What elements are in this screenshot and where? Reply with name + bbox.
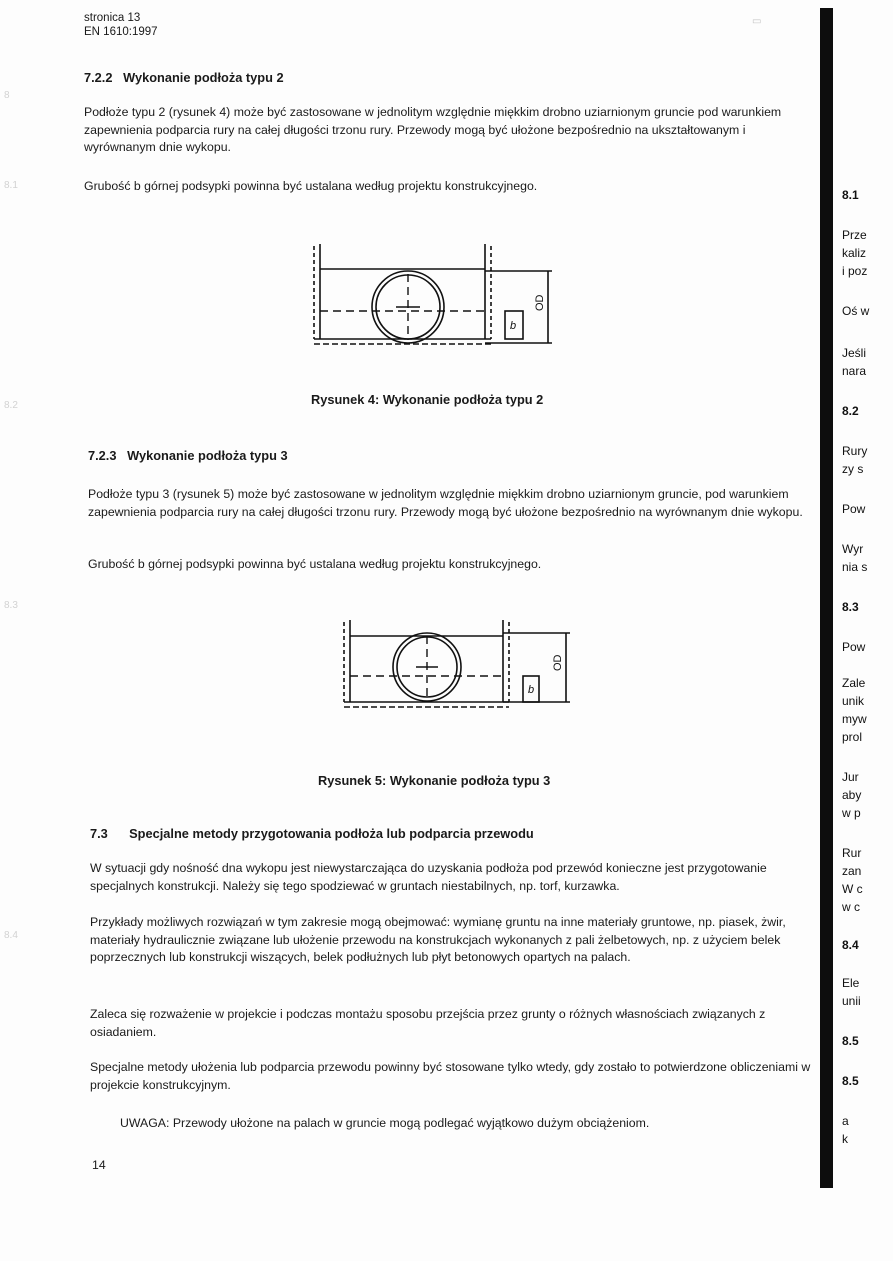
next-page-fragment: Rur [842,846,862,860]
next-page-fragment: zan [842,864,862,878]
paragraph: W sytuacji gdy nośność dna wykopu jest niewystarczająca do uzyskania podłoża pod przewód konieczne jest przygotowanie specjalnych konstrukcji. Należy się tego spodziewać w gruntach niestabilnych, np. torf, kurzawka. [90,861,767,893]
next-page-fragment: zy s [842,462,864,476]
figure-5-caption: Rysunek 5: Wykonanie podłoża typu 3 [318,773,551,788]
note: UWAGA: Przewody ułożone na palach w gruncie mogą podlegać wyjątkowo dużym obciążeniom. [120,1116,650,1130]
figure-4-caption: Rysunek 4: Wykonanie podłoża typu 2 [311,392,544,407]
margin-mark: 8.2 [4,400,18,411]
next-page-fragment: k [842,1132,848,1146]
section-heading-7-2-2 [84,70,284,85]
next-page-fragment: Wyr [842,542,864,556]
paragraph: Zaleca się rozważenie w projekcie i podczas montażu sposobu przejścia przez grunty o różnych własnościach związanych z osiadaniem. [90,1007,766,1039]
section-number: 7.3 [90,826,108,841]
next-page-fragment: i poz [842,264,868,278]
margin-mark: 8.4 [4,930,18,941]
page-binding-shadow [820,8,833,1188]
paragraph: Podłoże typu 3 (rysunek 5) może być zastosowane w jednolitym względnie miękkim drobno uziarnionym gruncie, pod warunkiem zapewnienia podparcia rury na całej długości trzonu rury. Przewody mogą być ułożone bezpośrednio na wyrównanym dnie wykopu. [88,487,803,519]
trench-right-wall [485,244,491,339]
next-page-fragment: prol [842,730,863,744]
next-page-fragment: unik [842,694,865,708]
next-page-fragment: w p [842,806,861,820]
section-number: 7.2.3 [88,448,117,463]
next-page-fragment: 8.1 [842,188,859,202]
paragraph: Grubość b górnej podsypki powinna być ustalana według projektu konstrukcyjnego. [88,557,542,571]
next-page-fragment: w c [842,900,860,914]
section-heading-7-2-3 [88,448,288,463]
trench-left-wall [314,244,320,339]
next-page-fragment: unii [842,994,861,1008]
next-page-fragment: Pow [842,502,866,516]
page-header [84,11,158,39]
section-title: Wykonanie podłoża typu 2 [123,70,284,85]
bleed-through-mark: ▭ [752,16,762,27]
paragraph: Grubość b górnej podsypki powinna być ustalana według projektu konstrukcyjnego. [84,179,538,193]
header-standard-ref: EN 1610:1997 [84,26,158,38]
margin-mark: 8.1 [4,180,18,191]
figure-4-drawing [300,236,560,351]
page-number: 14 [92,1158,106,1172]
next-page-fragment: W c [842,882,863,896]
next-page-fragment: Rury [842,444,868,458]
section-number: 7.2.2 [84,70,113,85]
next-page-fragment: Jur [842,770,859,784]
next-page-fragment: 8.5 [842,1034,859,1048]
header-page-ref: stronica 13 [84,12,141,24]
next-page-fragment: Prze [842,228,867,242]
next-page-fragment: 8.3 [842,600,859,614]
b-label: b [510,320,517,332]
paragraph: Podłoże typu 2 (rysunek 4) może być zastosowane w jednolitym względnie miękkim drobno uziarnionym gruncie pod warunkiem zapewnienia podparcia rury na całej długości trzonu rury. Przewody mogą być ułożone bezpośrednio na ukształtowanym i wyrównanym dnie wykopu. [84,105,782,154]
next-page-fragment: nara [842,364,867,378]
section-title: Specjalne metody przygotowania podłoża lub podparcia przewodu [129,826,534,841]
next-page-fragment: Oś w [842,304,870,318]
margin-mark: 8.3 [4,600,18,611]
paragraph: Specjalne metody ułożenia lub podparcia przewodu powinny być stosowane tylko wtedy, gdy zostało to potwierdzone obliczeniami w projekcie konstrukcyjnym. [90,1060,811,1092]
paragraph: Przykłady możliwych rozwiązań w tym zakresie mogą obejmować: wymianę gruntu na inne materiały gruntowe, np. piasek, żwir, materiały hydraulicznie związane lub ułożenie przewodu na konstrukcjach wykonanych z pali żelbetowych, np. z użyciem belek poprzecznych lub konstrukcji wiszących, belek podłużnych lub płyt betonowych opartych na palach. [90,915,786,964]
next-page-fragment: Ele [842,976,860,990]
next-page-fragment: aby [842,788,862,802]
next-page-fragment: kaliz [842,246,867,260]
figure-5-drawing [330,614,580,714]
b-label: b [528,684,535,696]
next-page-fragment: 8.2 [842,404,859,418]
next-page-fragment: Zale [842,676,866,690]
next-page-fragment: nia s [842,560,868,574]
trench-left-wall [344,620,350,702]
section-title: Wykonanie podłoża typu 3 [127,448,288,463]
next-page-fragment: myw [842,712,867,726]
margin-mark: 8 [4,90,10,101]
od-label: OD [534,294,546,311]
section-heading-7-3 [90,826,534,841]
next-page-fragment: a [842,1114,849,1128]
next-page-fragment: Jeśli [842,346,867,360]
next-page-fragment: 8.4 [842,938,859,952]
next-page-fragment: Pow [842,640,866,654]
next-page-fragment: 8.5 [842,1074,859,1088]
od-label: OD [552,654,564,671]
